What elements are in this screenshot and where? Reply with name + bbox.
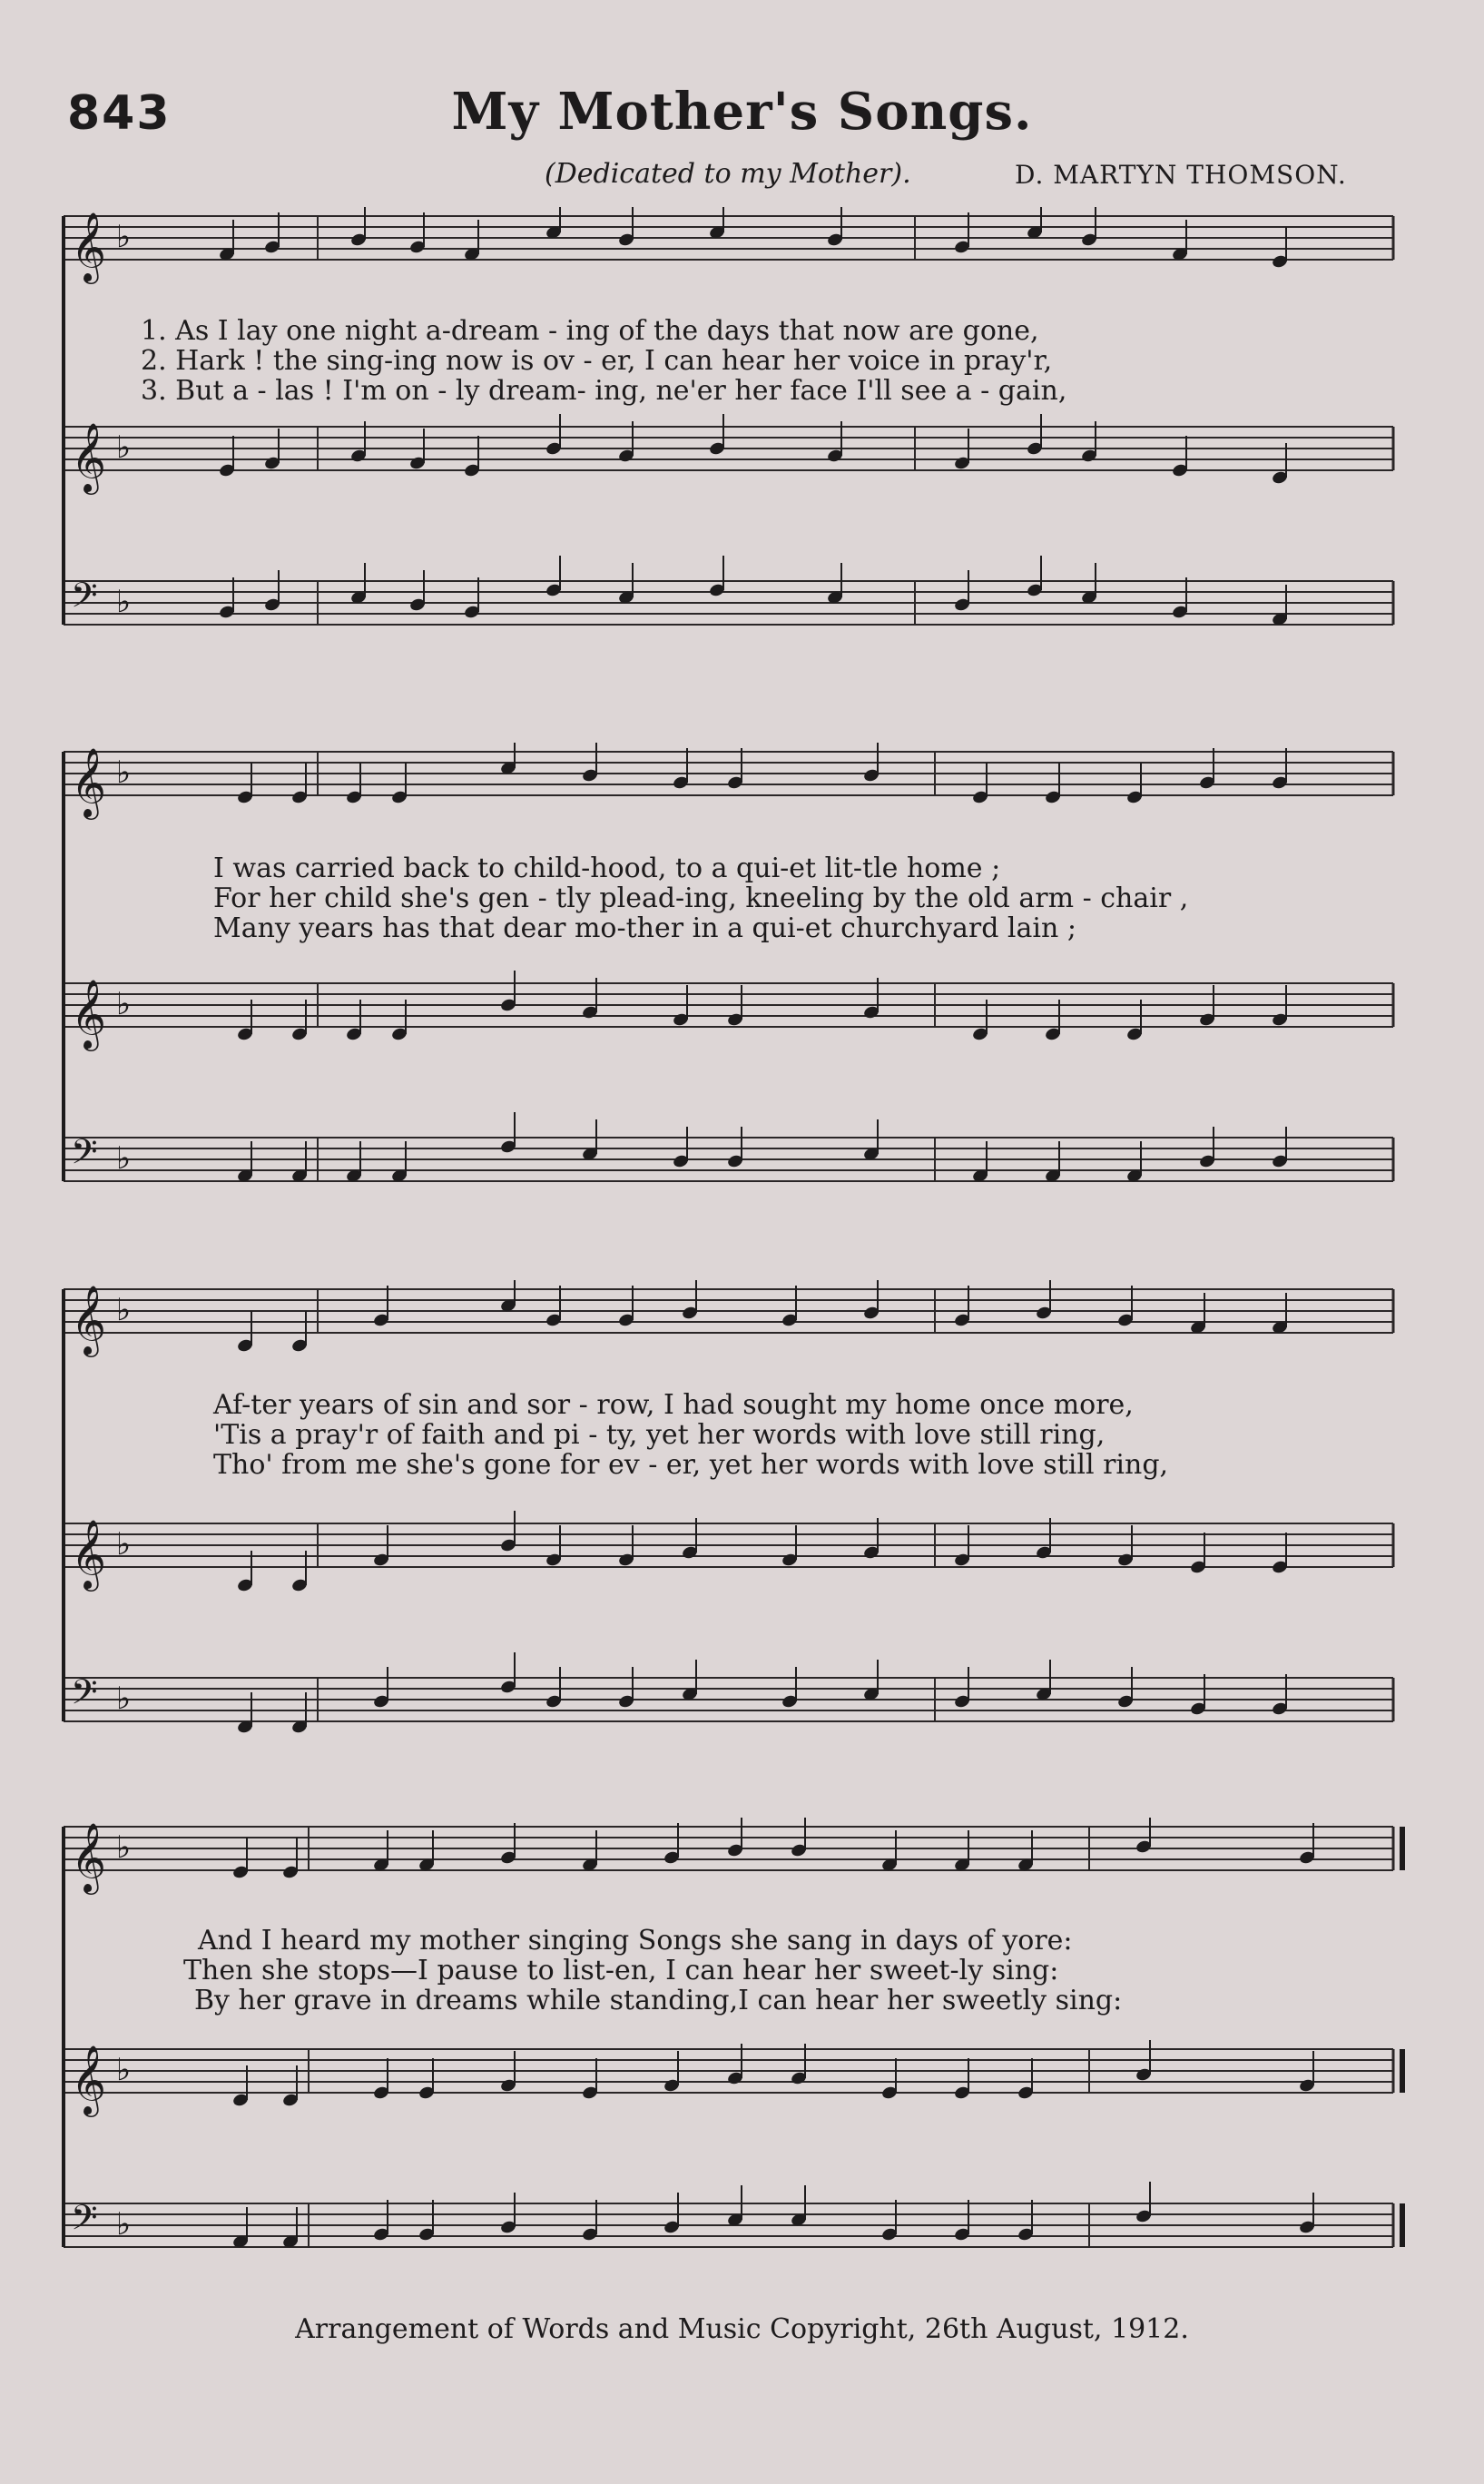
- flat-sign-icon: ♭: [116, 2206, 132, 2242]
- bass-clef-icon: 𝄢: [71, 575, 98, 624]
- staff-notation: [0, 1818, 1484, 2326]
- lyric-verse-3: Many years has that dear mo-ther in a qui-et churchyard lain ;: [213, 912, 1076, 944]
- lyric-verse-3: By her grave in dreams while standing,I can hear her sweetly sing:: [194, 1985, 1123, 2016]
- flat-sign-icon: ♭: [116, 1140, 132, 1177]
- treble-clef-icon: 𝄞: [71, 2045, 107, 2114]
- flat-sign-icon: ♭: [116, 1829, 132, 1866]
- composer-credit: D. MARTYN THOMSON.: [1015, 160, 1347, 190]
- melody-staff: [64, 207, 1393, 284]
- bass-clef-icon: 𝄢: [71, 1671, 98, 1720]
- bass-clef-icon: 𝄢: [71, 1131, 98, 1180]
- treble-clef-icon: 𝄞: [71, 422, 107, 492]
- treble-clef-icon: 𝄞: [71, 212, 107, 281]
- dedication: (Dedicated to my Mother).: [545, 158, 911, 190]
- bass-clef-icon: 𝄢: [71, 2197, 98, 2246]
- treble-clef-icon: 𝄞: [71, 979, 107, 1049]
- flat-sign-icon: ♭: [116, 2052, 132, 2088]
- alto-staff: [64, 971, 1393, 1051]
- hymn-title: My Mother's Songs.: [451, 82, 1033, 142]
- treble-clef-icon: 𝄞: [71, 1285, 107, 1355]
- flat-sign-icon: ♭: [116, 1681, 132, 1717]
- lyric-verse-2: For her child she's gen - tly plead-ing, kneeling by the old arm - chair ,: [213, 882, 1189, 914]
- melody-staff: [64, 1818, 1393, 1895]
- hymn-number: 843: [67, 86, 172, 141]
- staff-notation: [0, 743, 1484, 1251]
- lyric-verse-1: I was carried back to child-hood, to a qui-et lit-tle home ;: [213, 853, 1001, 884]
- bass-staff: [64, 556, 1393, 626]
- bass-staff: [64, 1652, 1393, 1734]
- alto-staff: [64, 2040, 1393, 2117]
- staff-notation: [0, 207, 1484, 715]
- alto-staff: [64, 414, 1393, 495]
- lyric-verse-2: 'Tis a pray'r of faith and pi - ty, yet her words with love still ring,: [213, 1419, 1106, 1451]
- lyric-verse-1: 1. As I lay one night a-dream - ing of the days that now are gone,: [141, 315, 1039, 347]
- lyric-verse-1: And I heard my mother singing Songs she sang in days of yore:: [198, 1925, 1073, 1957]
- bass-staff: [64, 2182, 1393, 2249]
- treble-clef-icon: 𝄞: [71, 1519, 107, 1589]
- flat-sign-icon: ♭: [116, 219, 132, 255]
- flat-sign-icon: ♭: [116, 1292, 132, 1328]
- treble-clef-icon: 𝄞: [71, 1822, 107, 1892]
- flat-sign-icon: ♭: [116, 429, 132, 466]
- bass-staff: [64, 1112, 1393, 1183]
- treble-clef-icon: 𝄞: [71, 747, 107, 817]
- copyright-notice: Arrangement of Words and Music Copyright, 26th August, 1912.: [295, 2313, 1189, 2345]
- staff-notation: [0, 1280, 1484, 1789]
- melody-staff: [64, 743, 1393, 820]
- alto-staff: [64, 1511, 1393, 1592]
- lyric-verse-3: 3. But a - las ! I'm on - ly dream- ing, ne'er her face I'll see a - gain,: [141, 375, 1067, 407]
- flat-sign-icon: ♭: [116, 584, 132, 620]
- lyric-verse-1: Af-ter years of sin and sor - row, I had sought my home once more,: [213, 1389, 1134, 1421]
- lyric-verse-2: Then she stops—I pause to list-en, I can hear her sweet-ly sing:: [183, 1955, 1059, 1986]
- flat-sign-icon: ♭: [116, 754, 132, 791]
- flat-sign-icon: ♭: [116, 986, 132, 1022]
- flat-sign-icon: ♭: [116, 1526, 132, 1562]
- lyric-verse-2: 2. Hark ! the sing-ing now is ov - er, I can hear her voice in pray'r,: [141, 345, 1053, 377]
- lyric-verse-3: Tho' from me she's gone for ev - er, yet her words with love still ring,: [213, 1449, 1169, 1481]
- melody-staff: [64, 1280, 1393, 1357]
